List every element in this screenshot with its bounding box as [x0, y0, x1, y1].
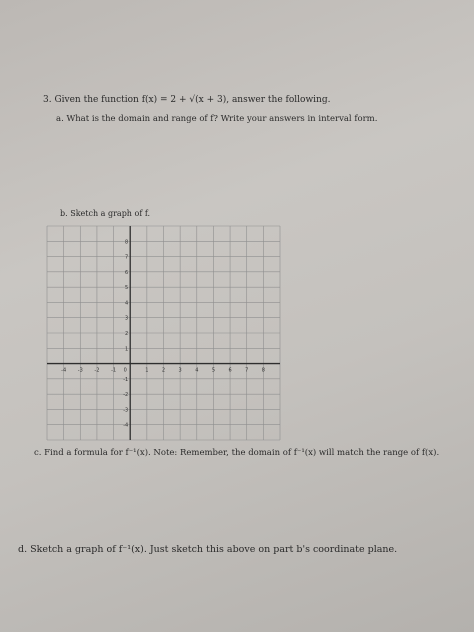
y-tick-label: 1	[125, 346, 129, 353]
y-tick-label: 3	[125, 315, 129, 322]
part-d-question: d. Sketch a graph of f⁻¹(x). Just sketch this above on part b's coordinate plane.	[18, 544, 398, 555]
x-tick-label: 0	[123, 367, 127, 374]
x-tick-label: 3	[178, 367, 182, 374]
y-tick-label: -4	[123, 422, 129, 429]
x-tick-label: -4	[61, 367, 67, 374]
x-tick-label: 5	[211, 367, 216, 374]
y-tick-label: 8	[125, 239, 129, 246]
part-a-question: a. What is the domain and range of f? Write your answers in interval form.	[56, 114, 378, 124]
x-tick-label: 1	[145, 367, 149, 374]
x-tick-label: -1	[111, 367, 117, 374]
problem-3-prompt: 3. Given the function f(x) = 2 + √(x + 3), answer the following.	[43, 95, 331, 105]
y-tick-label: 7	[125, 254, 129, 261]
x-tick-label: -2	[94, 367, 100, 374]
part-c-question: c. Find a formula for f⁻¹(x). Note: Remember, the domain of f⁻¹(x) will match the range of f(x).	[34, 448, 440, 458]
y-tick-label: -1	[123, 376, 129, 383]
x-tick-label: 6	[228, 367, 232, 374]
x-tick-label: 7	[245, 367, 249, 374]
y-tick-label: 2	[125, 331, 129, 337]
y-tick-label: -2	[123, 392, 129, 399]
y-tick-label: 4	[125, 300, 129, 307]
y-tick-label: 5	[125, 285, 129, 292]
x-tick-label: 4	[195, 367, 199, 374]
x-tick-label: 2	[161, 367, 166, 374]
part-b-question: b. Sketch a graph of f.	[60, 209, 151, 218]
x-tick-label: -3	[77, 367, 83, 374]
x-tick-label: 8	[261, 367, 265, 374]
y-tick-label: 6	[125, 269, 129, 276]
y-tick-label: -3	[123, 407, 129, 414]
